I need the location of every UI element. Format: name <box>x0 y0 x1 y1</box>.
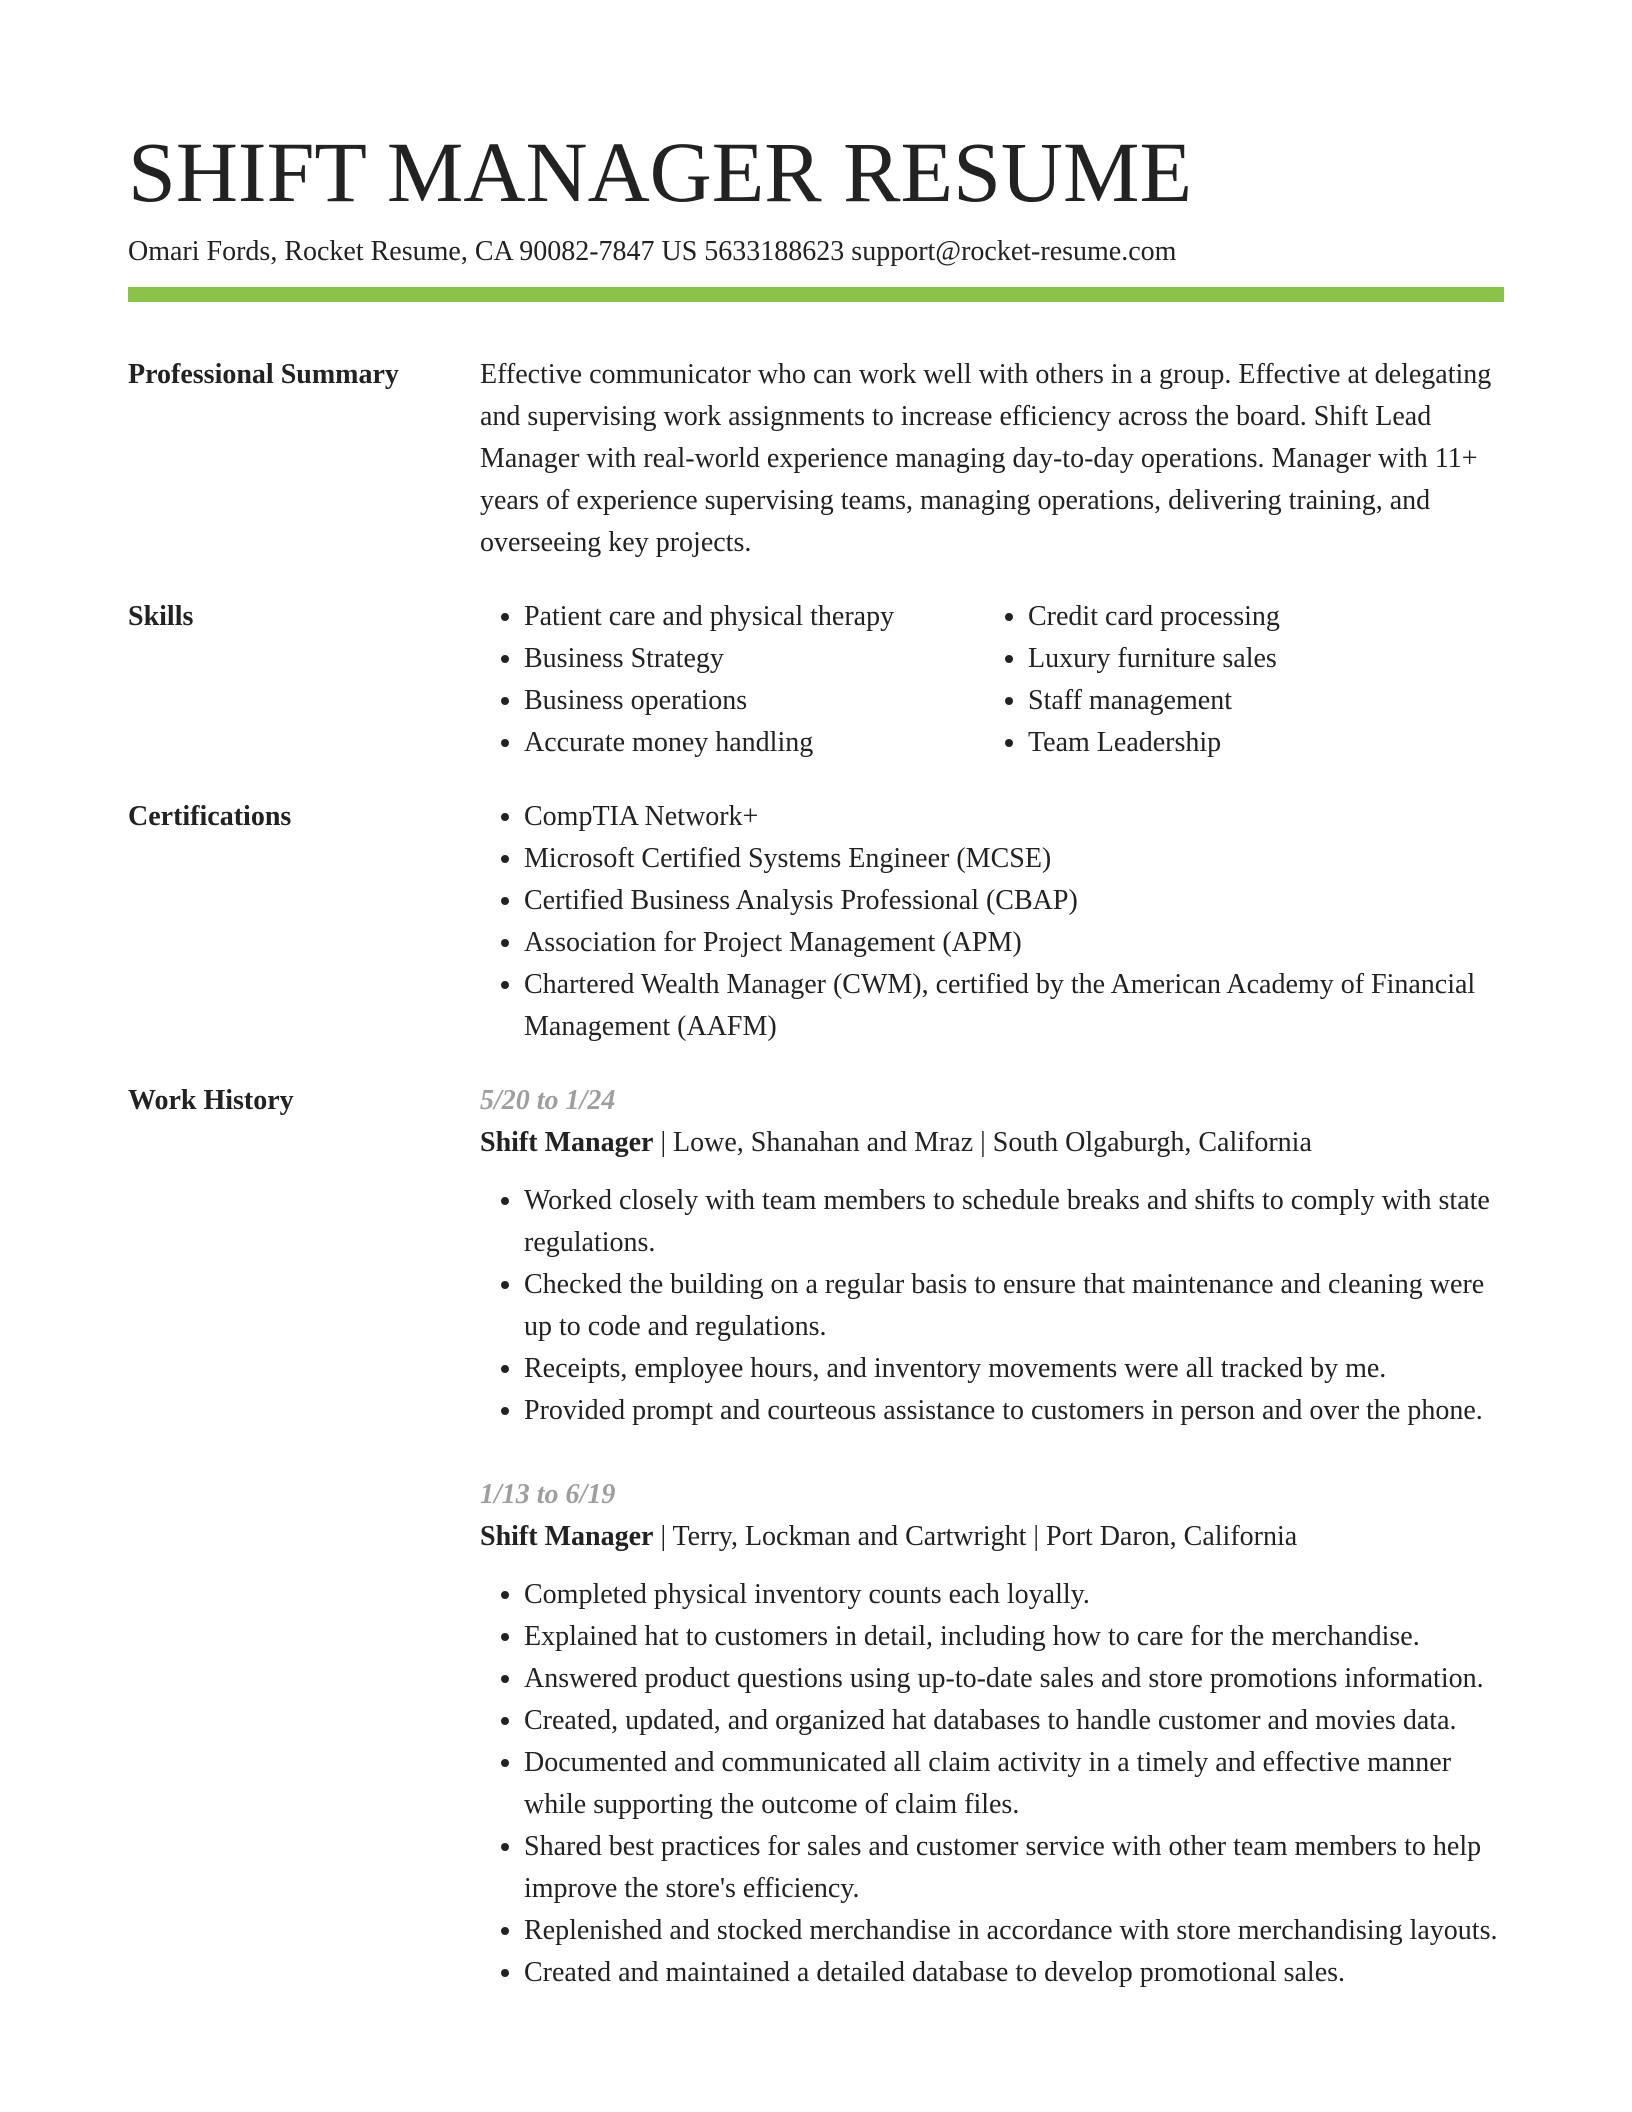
section-body <box>480 796 1504 1048</box>
job-details: | Lowe, Shanahan and Mraz | South Olgaburgh, California <box>653 1127 1312 1158</box>
list-item: • Association for Project Management (APM) <box>524 922 1504 964</box>
job-title: Shift Manager <box>480 1127 654 1158</box>
list-item: • Microsoft Certified Systems Engineer (MCSE) <box>524 838 1504 880</box>
skills-grid <box>480 596 1504 764</box>
list-item: • Worked closely with team members to schedule breaks and shifts to comply with state regulations. <box>524 1180 1504 1264</box>
list-item: • Created, updated, and organized hat databases to handle customer and movies data. <box>524 1700 1504 1742</box>
section-body <box>480 1080 1504 1994</box>
list-item: • Explained hat to customers in detail, including how to care for the merchandise. <box>524 1616 1504 1658</box>
section-label: Work History <box>128 1085 294 1116</box>
work-history-section <box>128 1080 1504 1994</box>
job-entry <box>480 1080 1504 1432</box>
section-label: Certifications <box>128 801 292 832</box>
job-bullets <box>480 1574 1504 1994</box>
professional-summary-section <box>128 354 1504 564</box>
job-bullets <box>480 1180 1504 1432</box>
list-item: • Credit card processing <box>1028 596 1488 638</box>
list-item: • Business Strategy <box>524 638 984 680</box>
list-item: • Staff management <box>1028 680 1488 722</box>
section-label: Professional Summary <box>128 359 399 390</box>
summary-text: Effective communicator who can work well with others in a group. Effective at delegating and supervising work assignments to increase efficiency across the board. Shift Lead Manager with real-world experience managing day-to-day operations. Manager with 11+ years of experience supervising teams, managing operations, delivering training, and overseeing key projects. <box>480 359 1492 558</box>
list-item: • Created and maintained a detailed database to develop promotional sales. <box>524 1952 1504 1994</box>
list-item: • Team Leadership <box>1028 722 1488 764</box>
list-item: • Certified Business Analysis Professional (CBAP) <box>524 880 1504 922</box>
list-item: • Receipts, employee hours, and inventory movements were all tracked by me. <box>524 1348 1504 1390</box>
header-divider <box>128 287 1504 302</box>
list-item: • CompTIA Network+ <box>524 796 1504 838</box>
contact-line: Omari Fords, Rocket Resume, CA 90082-7847 US 5633188623 support@rocket-resume.com <box>128 236 1177 267</box>
section-body <box>480 354 1504 564</box>
job-heading <box>480 1122 1504 1164</box>
list-item: • Documented and communicated all claim activity in a timely and effective manner while supporting the outcome of claim files. <box>524 1742 1504 1826</box>
list-item: • Patient care and physical therapy <box>524 596 984 638</box>
skills-section <box>128 596 1504 764</box>
job-heading <box>480 1516 1504 1558</box>
list-item: • Completed physical inventory counts each loyally. <box>524 1574 1504 1616</box>
job-details: | Terry, Lockman and Cartwright | Port Daron, California <box>653 1521 1298 1552</box>
job-dates: 1/13 to 6/19 <box>480 1479 616 1510</box>
job-title: Shift Manager <box>480 1521 654 1552</box>
list-item: • Replenished and stocked merchandise in accordance with store merchandising layouts. <box>524 1910 1504 1952</box>
skills-column-2 <box>984 596 1488 764</box>
section-label: Skills <box>128 601 194 632</box>
list-item: • Accurate money handling <box>524 722 984 764</box>
list-item: • Luxury furniture sales <box>1028 638 1488 680</box>
list-item: • Shared best practices for sales and customer service with other team members to help improve the store's efficiency. <box>524 1826 1504 1910</box>
list-item: • Chartered Wealth Manager (CWM), certified by the American Academy of Financial Management (AAFM) <box>524 964 1504 1048</box>
job-entry <box>480 1474 1504 1994</box>
resume-title: SHIFT MANAGER RESUME <box>128 124 1192 220</box>
certifications-list <box>480 796 1504 1048</box>
skills-column-1 <box>480 596 984 764</box>
resume-page <box>128 120 1504 1994</box>
job-dates: 5/20 to 1/24 <box>480 1085 616 1116</box>
certifications-section <box>128 796 1504 1048</box>
list-item: • Answered product questions using up-to-date sales and store promotions information. <box>524 1658 1504 1700</box>
list-item: • Provided prompt and courteous assistance to customers in person and over the phone. <box>524 1390 1504 1432</box>
list-item: • Business operations <box>524 680 984 722</box>
list-item: • Checked the building on a regular basis to ensure that maintenance and cleaning were up to code and regulations. <box>524 1264 1504 1348</box>
